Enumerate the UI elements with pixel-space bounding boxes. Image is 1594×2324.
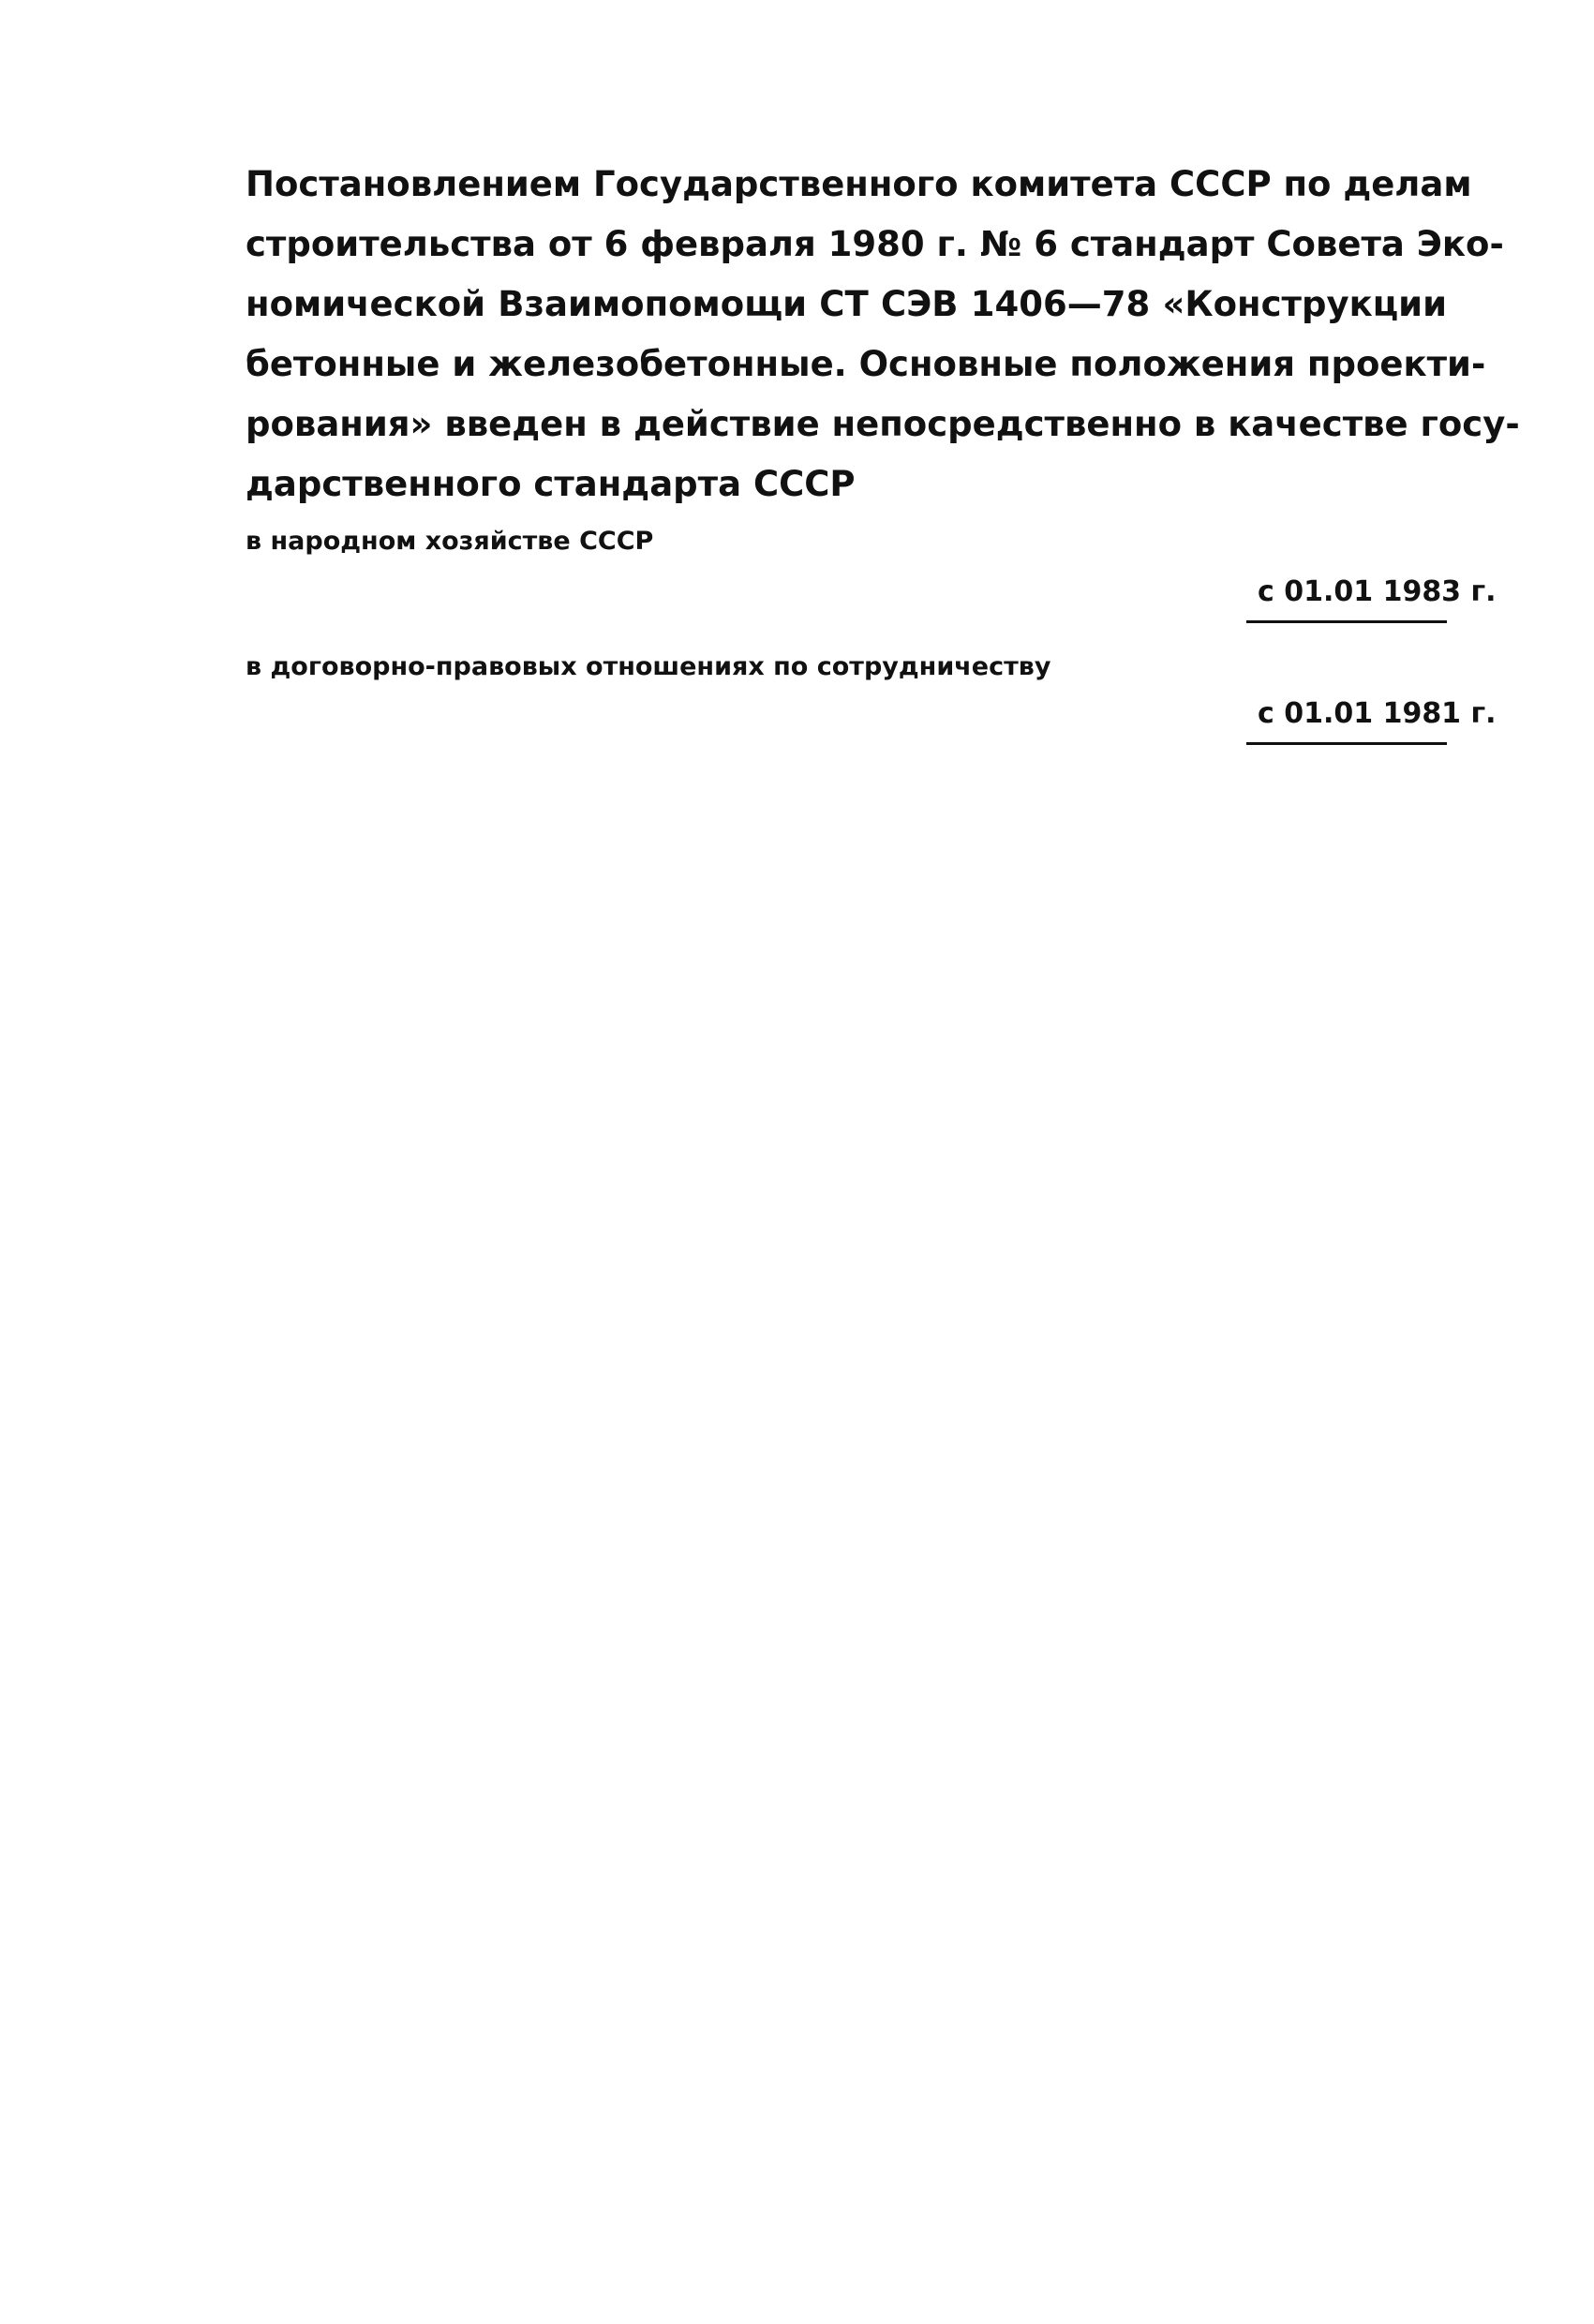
decree-line: дарственного стандарта СССР <box>246 464 856 504</box>
effective-date-cooperation: с 01.01 1981 г. <box>1246 695 1447 745</box>
decree-line: номической Взаимопомощи СТ СЭВ 1406—78 «Конструкции <box>246 284 1447 324</box>
effective-date-national-economy: с 01.01 1983 г. <box>1246 574 1447 623</box>
decree-paragraph <box>246 155 1520 514</box>
decree-line: строительства от 6 февраля 1980 г. № 6 стандарт Совета Эко- <box>246 224 1504 264</box>
decree-line: рования» введен в действие непосредственно в качестве госу- <box>246 404 1520 444</box>
decree-line: бетонные и железобетонные. Основные положения проекти- <box>246 344 1486 384</box>
decree-line: Постановлением Государственного комитета СССР по делам <box>246 164 1472 204</box>
effective-scope-national-economy: в народном хозяйстве СССР <box>246 527 654 556</box>
effective-scope-cooperation: в договорно-правовых отношениях по сотрудничеству <box>246 652 1051 681</box>
